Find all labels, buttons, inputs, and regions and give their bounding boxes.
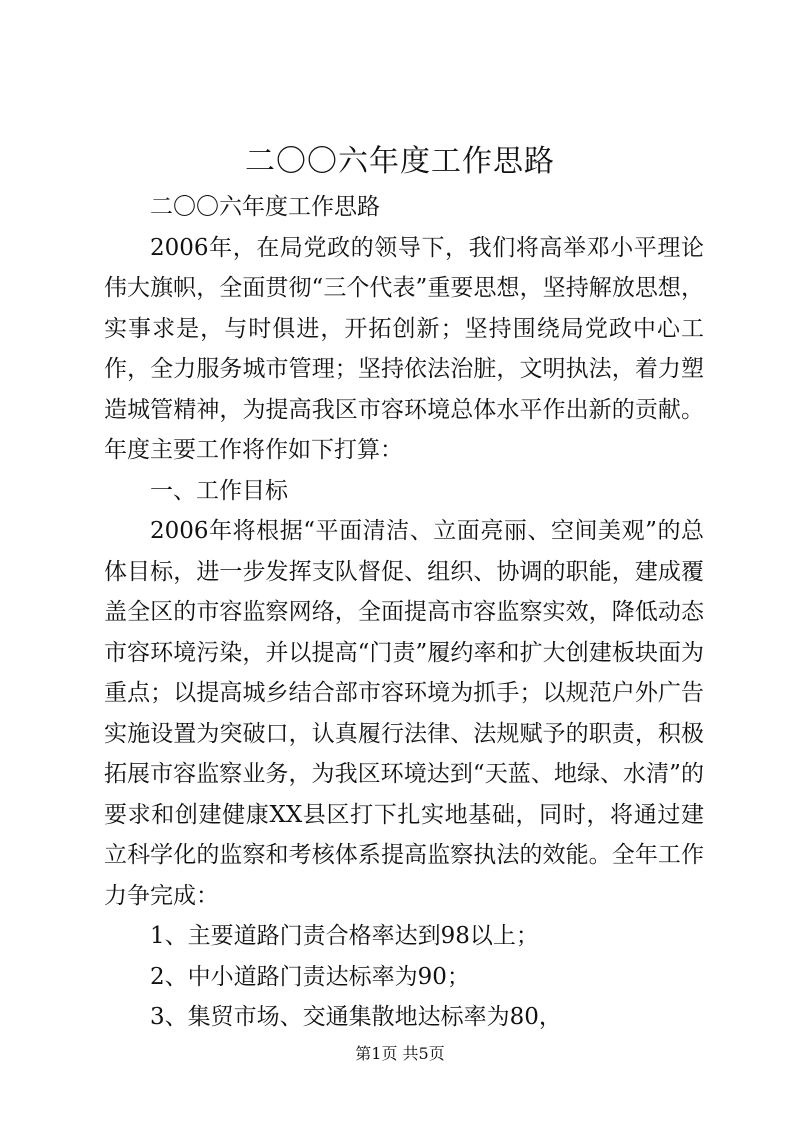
list-item: 1、主要道路门责合格率达到98以上； (150, 923, 539, 949)
goals-paragraph: 2006年将根据“平面清洁、立面亮丽、空间美观”的总体目标，进一步发挥支队督促、组织、协调的职能，建成覆盖全区的市容监察网络，全面提高市容监察实效，降低动态市容环境污染，并以提高“门责”履约率和扩大创建板块面为重点；以提高城乡结合部市容环境为抓手；以规范户外广告实施设置为突破口，认真履行法律、法规赋予的职责，积极拓展市容监察业务，为我区环境达到“天蓝、地绿、水清”的要求和创建健康XX县区打下扎实地基础，同时，将通过建立科学化的监察和考核体系提高监察执法的效能。全年工作力争完成： (104, 518, 704, 909)
section-heading: 一、工作目标 (150, 477, 288, 504)
document-title: 二〇〇六年度工作思路 (245, 144, 555, 179)
document-body (104, 187, 704, 1038)
page-footer: 第1页 共5页 (355, 1044, 445, 1063)
list-item: 2、中小道路门责达标率为90； (150, 963, 470, 990)
intro-paragraph: 2006年，在局党政的领导下，我们将高举邓小平理论伟大旗帜，全面贯彻“三个代表”重要思想，坚持解放思想，实事求是，与时俱进，开拓创新；坚持围绕局党政中心工作，全力服务城市管理；坚持依法治脏，文明执法，着力塑造城管精神，为提高我区市容环境总体水平作出新的贡献。年度主要工作将作如下打算： (104, 234, 704, 463)
subtitle-paragraph: 二〇〇六年度工作思路 (150, 194, 380, 220)
list-item: 3、集贸市场、交通集散地达标率为80， (150, 1004, 562, 1030)
